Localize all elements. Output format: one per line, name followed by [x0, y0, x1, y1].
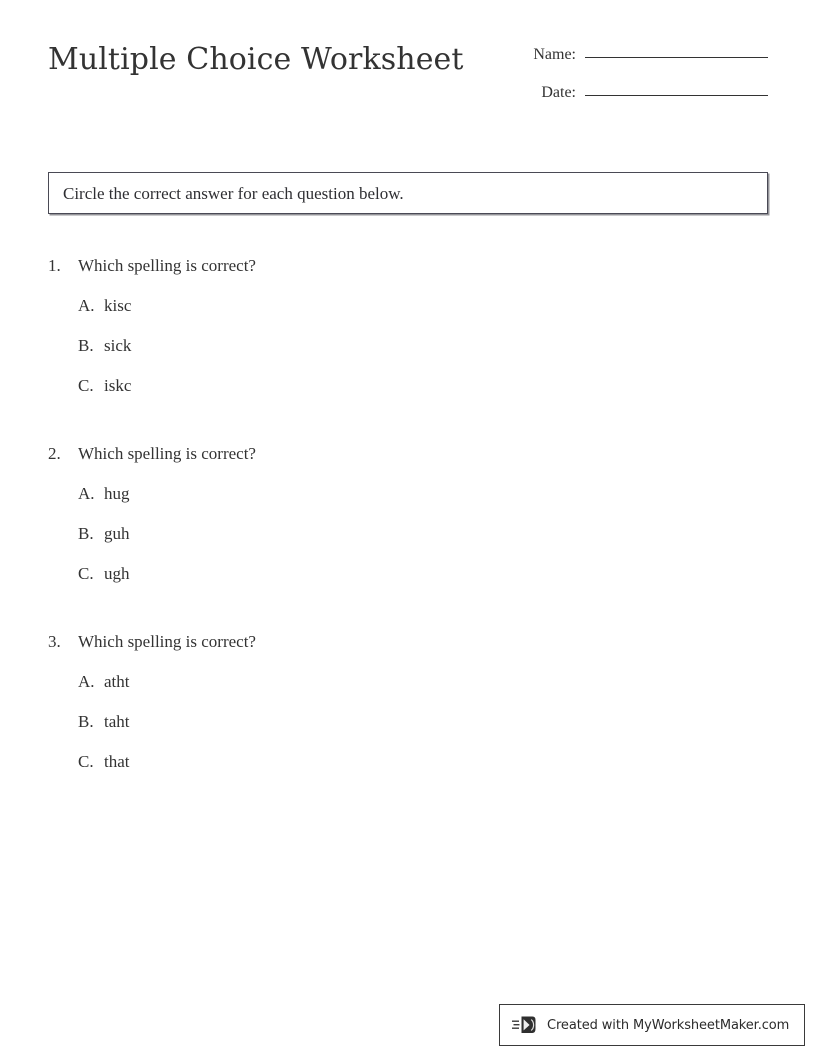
choice-text: guh [104, 524, 130, 543]
choice-letter: A. [78, 484, 95, 503]
choice-option[interactable] [78, 672, 768, 712]
choice-letter: A. [78, 296, 95, 315]
question-block [48, 444, 768, 604]
choice-text: sick [104, 336, 132, 355]
choice-option[interactable] [78, 524, 768, 564]
choice-text: kisc [104, 296, 132, 315]
choice-option[interactable] [78, 336, 768, 376]
date-field-row [512, 84, 768, 122]
page-title: Multiple Choice Worksheet [48, 42, 464, 77]
question-heading [48, 444, 768, 472]
choice-letter: C. [78, 564, 94, 583]
footer-attribution-text: Created with MyWorksheetMaker.com [547, 1017, 790, 1033]
choices-list [48, 484, 768, 604]
name-field-row [512, 46, 768, 84]
question-heading [48, 632, 768, 660]
question-text: Which spelling is correct? [78, 256, 256, 275]
choice-text: that [104, 752, 130, 771]
choices-list [48, 672, 768, 792]
choice-option[interactable] [78, 296, 768, 336]
choice-letter: B. [78, 336, 94, 355]
choice-option[interactable] [78, 564, 768, 604]
worksheet-maker-logo-icon [512, 1013, 538, 1037]
question-text: Which spelling is correct? [78, 444, 256, 463]
choices-list [48, 296, 768, 416]
choice-text: atht [104, 672, 130, 691]
question-number: 3. [48, 632, 61, 651]
questions-list [48, 256, 768, 820]
choice-letter: A. [78, 672, 95, 691]
date-field-label: Date: [541, 84, 576, 101]
student-info-fields [512, 46, 768, 122]
choice-letter: B. [78, 712, 94, 731]
question-block [48, 256, 768, 416]
name-field-label: Name: [533, 46, 576, 63]
choice-letter: C. [78, 376, 94, 395]
question-number: 1. [48, 256, 61, 275]
question-block [48, 632, 768, 792]
choice-option[interactable] [78, 712, 768, 752]
choice-option[interactable] [78, 752, 768, 792]
choice-option[interactable] [78, 376, 768, 416]
footer-attribution-badge[interactable] [499, 1004, 805, 1046]
choice-letter: C. [78, 752, 94, 771]
choice-option[interactable] [78, 484, 768, 524]
instructions-text: Circle the correct answer for each question below. [63, 183, 404, 203]
name-field-input-line[interactable] [585, 57, 768, 58]
choice-text: iskc [104, 376, 132, 395]
choice-text: hug [104, 484, 130, 503]
choice-letter: B. [78, 524, 94, 543]
date-field-input-line[interactable] [585, 95, 768, 96]
worksheet-header [48, 40, 768, 120]
question-number: 2. [48, 444, 61, 463]
choice-text: ugh [104, 564, 130, 583]
instructions-box [48, 172, 768, 214]
choice-text: taht [104, 712, 130, 731]
question-heading [48, 256, 768, 284]
question-text: Which spelling is correct? [78, 632, 256, 651]
